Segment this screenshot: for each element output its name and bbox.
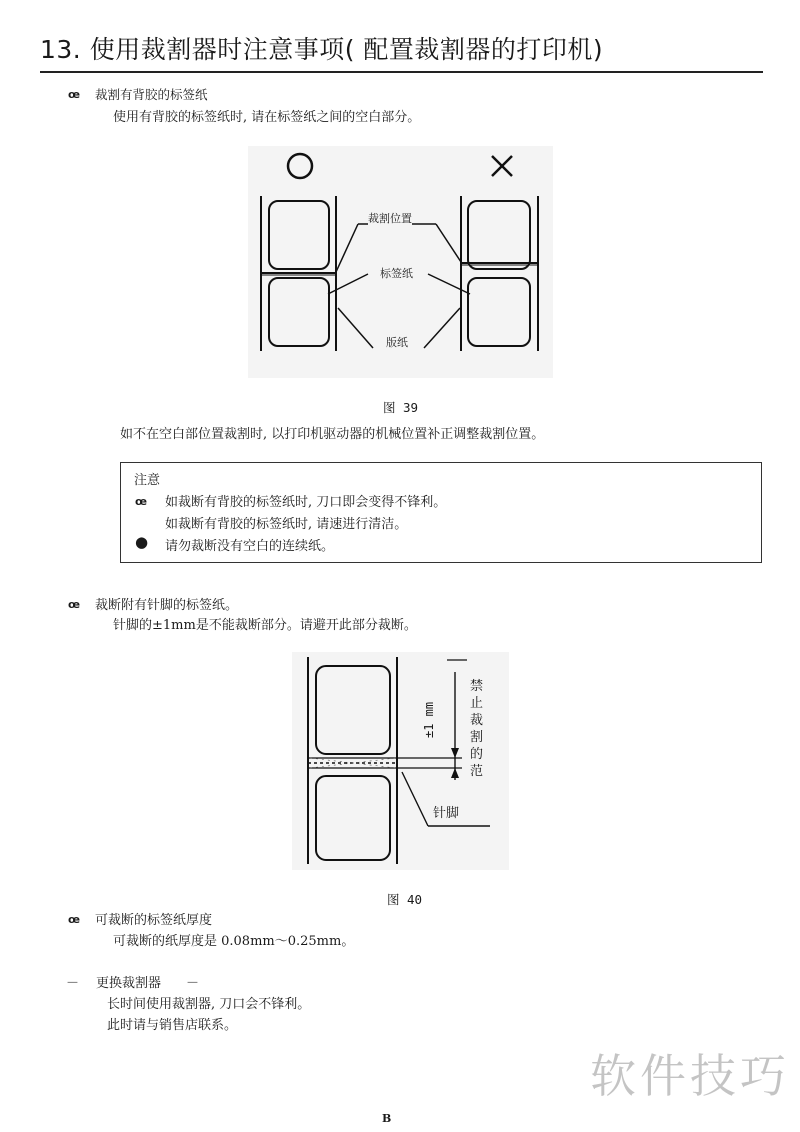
left-label-bottom [269, 278, 329, 346]
tolerance-label: ±1 mm [422, 701, 436, 738]
section4-line-2: 此时请与销售店联系。 [107, 1018, 238, 1033]
caution-line-3: 请勿裁断没有空白的连续纸。 [165, 539, 335, 554]
right-label-top [468, 201, 530, 269]
forbidden-char: 范 [470, 764, 484, 779]
forbidden-char: 止 [470, 696, 484, 711]
watermark: 软件技巧 [590, 1049, 790, 1103]
forbidden-range-label [470, 678, 486, 780]
figure-39 [248, 146, 553, 378]
caution-line-1: 如裁断有背胶的标签纸时, 刀口即会变得不锋利。 [165, 495, 447, 510]
left-label-top [269, 201, 329, 269]
section2-bullet: œ [68, 598, 81, 611]
label-top [316, 666, 390, 754]
figure-40 [292, 652, 509, 870]
section2-text: 针脚的±1mm是不能裁断部分。请避开此部分裁断。 [113, 618, 417, 633]
forbidden-char: 禁 [470, 679, 484, 694]
caution-bullet-2: ● [135, 533, 149, 551]
section4-heading: 更换裁割器 [96, 976, 162, 991]
section1-text: 使用有背胶的标签纸时, 请在标签纸之间的空白部分。 [113, 110, 421, 125]
label-perforation: 针脚 [433, 806, 460, 821]
page-title: 13. 使用裁割器时注意事项( 配置裁割器的打印机) [40, 35, 604, 64]
forbidden-char: 的 [470, 747, 484, 762]
forbidden-char: 割 [470, 730, 484, 745]
figure-39-caption: 图 39 [383, 400, 419, 415]
page-number: B [382, 1112, 392, 1125]
right-label-bottom [468, 278, 530, 346]
caution-box [120, 462, 762, 563]
forbidden-char: 裁 [470, 713, 484, 728]
label-label-paper: 标签纸 [380, 267, 413, 280]
section2-heading: 裁断附有针脚的标签纸。 [95, 598, 239, 613]
label-bottom [316, 776, 390, 860]
section3-bullet: œ [68, 913, 81, 926]
section3-heading: 可裁断的标签纸厚度 [95, 913, 213, 928]
caution-line-2: 如裁断有背胶的标签纸时, 请速进行清洁。 [165, 517, 408, 532]
label-backing-paper: 版纸 [386, 336, 408, 349]
label-cut-position: 裁割位置 [368, 212, 412, 225]
title-underline [40, 71, 763, 73]
figure-40-caption: 图 40 [387, 892, 423, 907]
caution-title: 注意 [134, 473, 161, 488]
section4-line-1: 长时间使用裁割器, 刀口会不锋利。 [107, 997, 311, 1012]
section4-dash-right: － [186, 976, 200, 991]
section1-bullet: œ [68, 88, 81, 101]
section3-text: 可裁断的纸厚度是 0.08mm～0.25mm。 [113, 934, 355, 949]
section4-dash-left: － [66, 976, 80, 991]
section1-heading: 裁割有背胶的标签纸 [95, 87, 208, 102]
section1-after-text: 如不在空白部位置裁割时, 以打印机驱动器的机械位置补正调整裁割位置。 [120, 427, 545, 442]
caution-bullet-1: œ [135, 495, 148, 508]
circle-ok-icon [288, 154, 312, 178]
